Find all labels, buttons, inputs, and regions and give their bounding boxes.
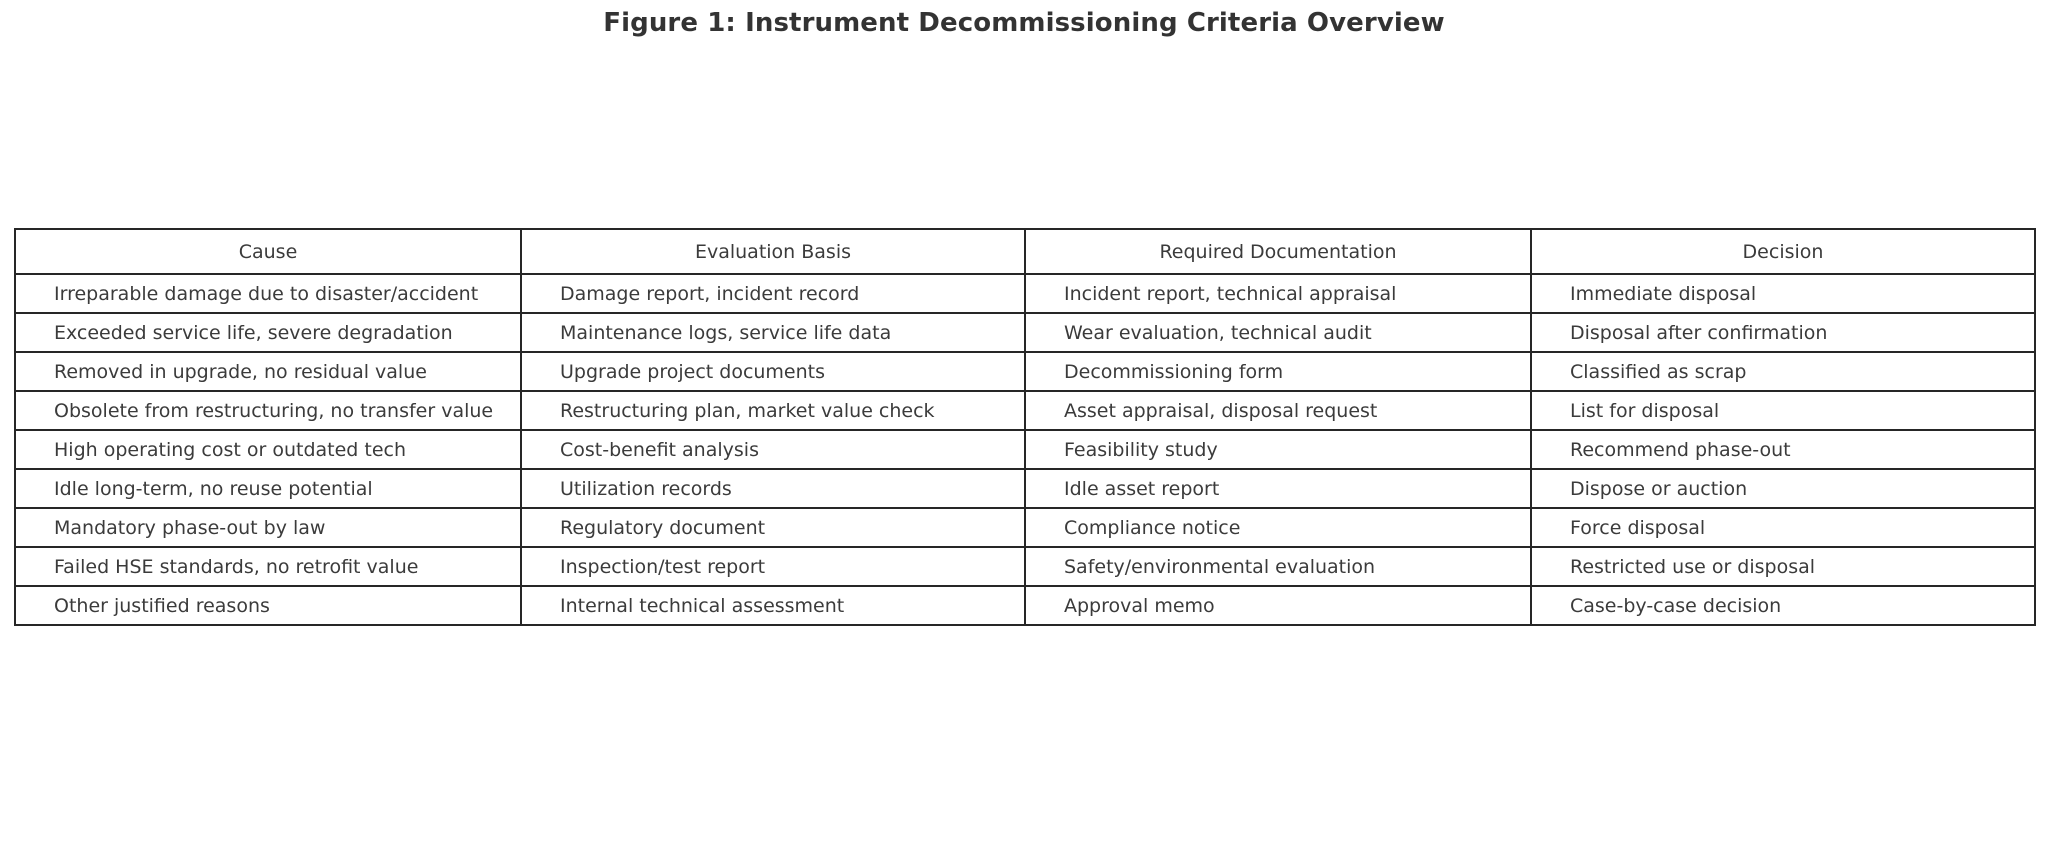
cell-decision bbox=[1531, 547, 2035, 586]
column-header-label: Cause bbox=[238, 240, 298, 263]
cell-text: Regulatory document bbox=[560, 516, 766, 539]
cell-cause bbox=[15, 469, 521, 508]
cell-evaluation-basis bbox=[521, 313, 1025, 352]
cell-text: Damage report, incident record bbox=[560, 282, 860, 305]
cell-required-documentation bbox=[1025, 586, 1531, 625]
table-row bbox=[15, 547, 2035, 586]
cell-text: Cost-benefit analysis bbox=[560, 438, 759, 461]
table-row bbox=[15, 508, 2035, 547]
table-row bbox=[15, 391, 2035, 430]
page-title: Figure 1: Instrument Decommissioning Criteria Overview bbox=[603, 8, 1445, 38]
cell-cause bbox=[15, 352, 521, 391]
cell-text: Compliance notice bbox=[1064, 516, 1241, 539]
cell-text: Dispose or auction bbox=[1570, 477, 1748, 500]
cell-text: Immediate disposal bbox=[1570, 282, 1757, 305]
cell-required-documentation bbox=[1025, 391, 1531, 430]
cell-text: Obsolete from restructuring, no transfer value bbox=[54, 399, 494, 422]
cell-evaluation-basis bbox=[521, 430, 1025, 469]
cell-text: Failed HSE standards, no retrofit value bbox=[54, 555, 419, 578]
cell-decision bbox=[1531, 313, 2035, 352]
cell-cause bbox=[15, 274, 521, 313]
cell-text: Feasibility study bbox=[1064, 438, 1218, 461]
cell-text: Restructuring plan, market value check bbox=[560, 399, 935, 422]
column-header-evaluation-basis bbox=[521, 229, 1025, 274]
cell-cause bbox=[15, 430, 521, 469]
cell-text: Mandatory phase-out by law bbox=[54, 516, 326, 539]
cell-text: Exceeded service life, severe degradation bbox=[54, 321, 453, 344]
cell-text: Internal technical assessment bbox=[560, 594, 845, 617]
table-head bbox=[15, 229, 2035, 274]
cell-text: Removed in upgrade, no residual value bbox=[54, 360, 427, 383]
cell-text: Other justified reasons bbox=[54, 594, 270, 617]
cell-evaluation-basis bbox=[521, 586, 1025, 625]
column-header-label: Evaluation Basis bbox=[694, 240, 852, 263]
cell-text: Maintenance logs, service life data bbox=[560, 321, 892, 344]
cell-evaluation-basis bbox=[521, 469, 1025, 508]
cell-decision bbox=[1531, 508, 2035, 547]
cell-text: Inspection/test report bbox=[560, 555, 766, 578]
cell-text: Incident report, technical appraisal bbox=[1064, 282, 1397, 305]
cell-text: Disposal after confirmation bbox=[1570, 321, 1828, 344]
cell-evaluation-basis bbox=[521, 352, 1025, 391]
cell-cause bbox=[15, 547, 521, 586]
cell-decision bbox=[1531, 352, 2035, 391]
cell-text: Approval memo bbox=[1064, 594, 1215, 617]
cell-text: Upgrade project documents bbox=[560, 360, 826, 383]
table-body bbox=[15, 274, 2035, 625]
cell-cause bbox=[15, 508, 521, 547]
cell-text: Wear evaluation, technical audit bbox=[1064, 321, 1372, 344]
cell-decision bbox=[1531, 586, 2035, 625]
cell-text: Case-by-case decision bbox=[1570, 594, 1782, 617]
cell-evaluation-basis bbox=[521, 274, 1025, 313]
cell-cause bbox=[15, 313, 521, 352]
cell-required-documentation bbox=[1025, 313, 1531, 352]
column-header-cause bbox=[15, 229, 521, 274]
cell-text: Classified as scrap bbox=[1570, 360, 1747, 383]
cell-decision bbox=[1531, 274, 2035, 313]
column-header-required-documentation bbox=[1025, 229, 1531, 274]
cell-required-documentation bbox=[1025, 274, 1531, 313]
table-row bbox=[15, 430, 2035, 469]
cell-required-documentation bbox=[1025, 352, 1531, 391]
table-row bbox=[15, 274, 2035, 313]
cell-decision bbox=[1531, 391, 2035, 430]
table-row bbox=[15, 469, 2035, 508]
cell-text: Idle long-term, no reuse potential bbox=[54, 477, 373, 500]
cell-required-documentation bbox=[1025, 508, 1531, 547]
cell-text: Irreparable damage due to disaster/accident bbox=[54, 282, 479, 305]
cell-text: Idle asset report bbox=[1064, 477, 1220, 500]
criteria-table bbox=[14, 228, 2036, 626]
column-header-label: Required Documentation bbox=[1159, 240, 1397, 263]
criteria-table-container bbox=[14, 228, 2034, 626]
column-header-label: Decision bbox=[1742, 240, 1824, 263]
cell-text: Force disposal bbox=[1570, 516, 1706, 539]
cell-required-documentation bbox=[1025, 430, 1531, 469]
cell-text: List for disposal bbox=[1570, 399, 1720, 422]
cell-decision bbox=[1531, 469, 2035, 508]
cell-cause bbox=[15, 586, 521, 625]
cell-text: Utilization records bbox=[560, 477, 732, 500]
cell-text: Recommend phase-out bbox=[1570, 438, 1791, 461]
column-header-decision bbox=[1531, 229, 2035, 274]
cell-decision bbox=[1531, 430, 2035, 469]
cell-text: Asset appraisal, disposal request bbox=[1064, 399, 1378, 422]
cell-text: Safety/environmental evaluation bbox=[1064, 555, 1376, 578]
table-row bbox=[15, 586, 2035, 625]
cell-required-documentation bbox=[1025, 469, 1531, 508]
cell-cause bbox=[15, 391, 521, 430]
cell-text: Decommissioning form bbox=[1064, 360, 1284, 383]
table-header-row bbox=[15, 229, 2035, 274]
cell-evaluation-basis bbox=[521, 391, 1025, 430]
cell-evaluation-basis bbox=[521, 508, 1025, 547]
table-row bbox=[15, 352, 2035, 391]
cell-text: Restricted use or disposal bbox=[1570, 555, 1816, 578]
cell-text: High operating cost or outdated tech bbox=[54, 438, 407, 461]
table-row bbox=[15, 313, 2035, 352]
cell-evaluation-basis bbox=[521, 547, 1025, 586]
cell-required-documentation bbox=[1025, 547, 1531, 586]
